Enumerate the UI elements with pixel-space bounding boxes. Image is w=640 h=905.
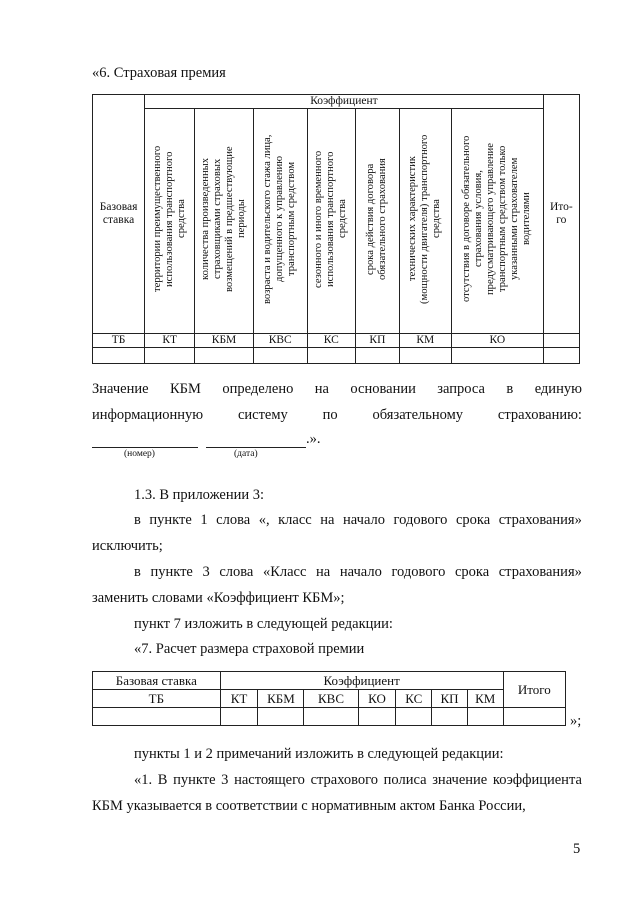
kbm-line-1: Значение КБМ определено на основании запроса в единую [92,381,582,397]
code-cell: ТБ [93,333,145,347]
value-cell [396,708,432,726]
coef-column-drivers: отсутствия в договоре обязательного страхования условия, предусматривающего управление транспортным средством только указанными страхователем водителями [451,109,543,334]
value-cell [355,347,399,363]
value-cell [304,708,358,726]
premium-calc-table [92,671,566,726]
note1-line-b: КБМ указывается в соответствии с нормативным актом Банка России, [92,798,526,814]
date-caption: (дата) [234,449,258,459]
code-cell: КВС [253,333,307,347]
code-cell: КБМ [195,333,253,347]
value-cell [93,708,221,726]
code-cell: КО [451,333,543,347]
item1-line-b: исключить; [92,538,163,554]
item7-line: пункт 7 изложить в следующей редакции: [134,616,393,632]
value-cell [503,708,565,726]
notes-line: пункты 1 и 2 примечаний изложить в следующей редакции: [134,746,504,762]
coef-column-seasonal: сезонного и иного временного использования транспортного средства [307,109,355,334]
value-cell [543,347,579,363]
code-cell: КВС [304,690,358,708]
coef-column-claims: количества произведенных страховщиками страховых возмещений в предшествующие периоды [195,109,253,334]
total-header: Итого [503,672,565,708]
code-cell: КО [358,690,396,708]
clause-1-3: 1.3. В приложении 3: [134,487,265,503]
coefficient-header: Коэффициент [220,672,503,690]
value-cell [358,708,396,726]
value-cell [467,708,503,726]
value-cell [195,347,253,363]
date-blank [206,433,306,448]
kbm-line-2: информационную систему по обязательному страхованию: [92,407,582,423]
base-rate-header: Базовая ставка [93,95,145,334]
insurance-premium-table [92,94,580,364]
code-cell: КП [355,333,399,347]
coef-column-territory: территории преимущественного использования транспортного средства [145,109,195,334]
value-cell [432,708,468,726]
code-cell: ТБ [93,690,221,708]
value-cell [220,708,258,726]
empty-cell [543,333,579,347]
item3-line-b: заменить словами «Коэффициент КБМ»; [92,590,345,606]
code-cell: КС [396,690,432,708]
section-6-title: «6. Страховая премия [92,65,226,81]
code-cell: КП [432,690,468,708]
code-cell: КМ [399,333,451,347]
coef-column-age-experience: возраста и водительского стажа лица, допущенного к управлению транспортным средством [253,109,307,334]
code-cell: КТ [145,333,195,347]
section-7-title: «7. Расчет размера страховой премии [134,641,365,657]
value-cell [399,347,451,363]
total-header: Ито- го [543,95,579,334]
item1-line-a: в пункте 1 слова «, класс на начало годового срока страхования» [134,512,582,528]
coef-column-term: срока действия договора обязательного страхования [355,109,399,334]
kbm-blanks: .». [92,430,321,448]
page-number: 5 [573,841,581,857]
code-cell: КТ [220,690,258,708]
value-cell [253,347,307,363]
code-cell: КС [307,333,355,347]
item3-line-a: в пункте 3 слова «Класс на начало годового срока страхования» [134,564,582,580]
value-cell [145,347,195,363]
code-cell: КМ [467,690,503,708]
value-cell [258,708,304,726]
code-cell: КБМ [258,690,304,708]
value-cell [307,347,355,363]
number-caption: (номер) [124,449,155,459]
value-cell [451,347,543,363]
value-cell [93,347,145,363]
coefficient-header: Коэффициент [145,95,544,109]
coef-column-technical: технических характеристик (мощности двигателя) транспортного средства [399,109,451,334]
table2-closing: »; [570,713,582,729]
number-blank [92,433,198,448]
note1-line-a: «1. В пункте 3 настоящего страхового полиса значение коэффициента [134,772,582,788]
base-rate-header: Базовая ставка [93,672,221,690]
